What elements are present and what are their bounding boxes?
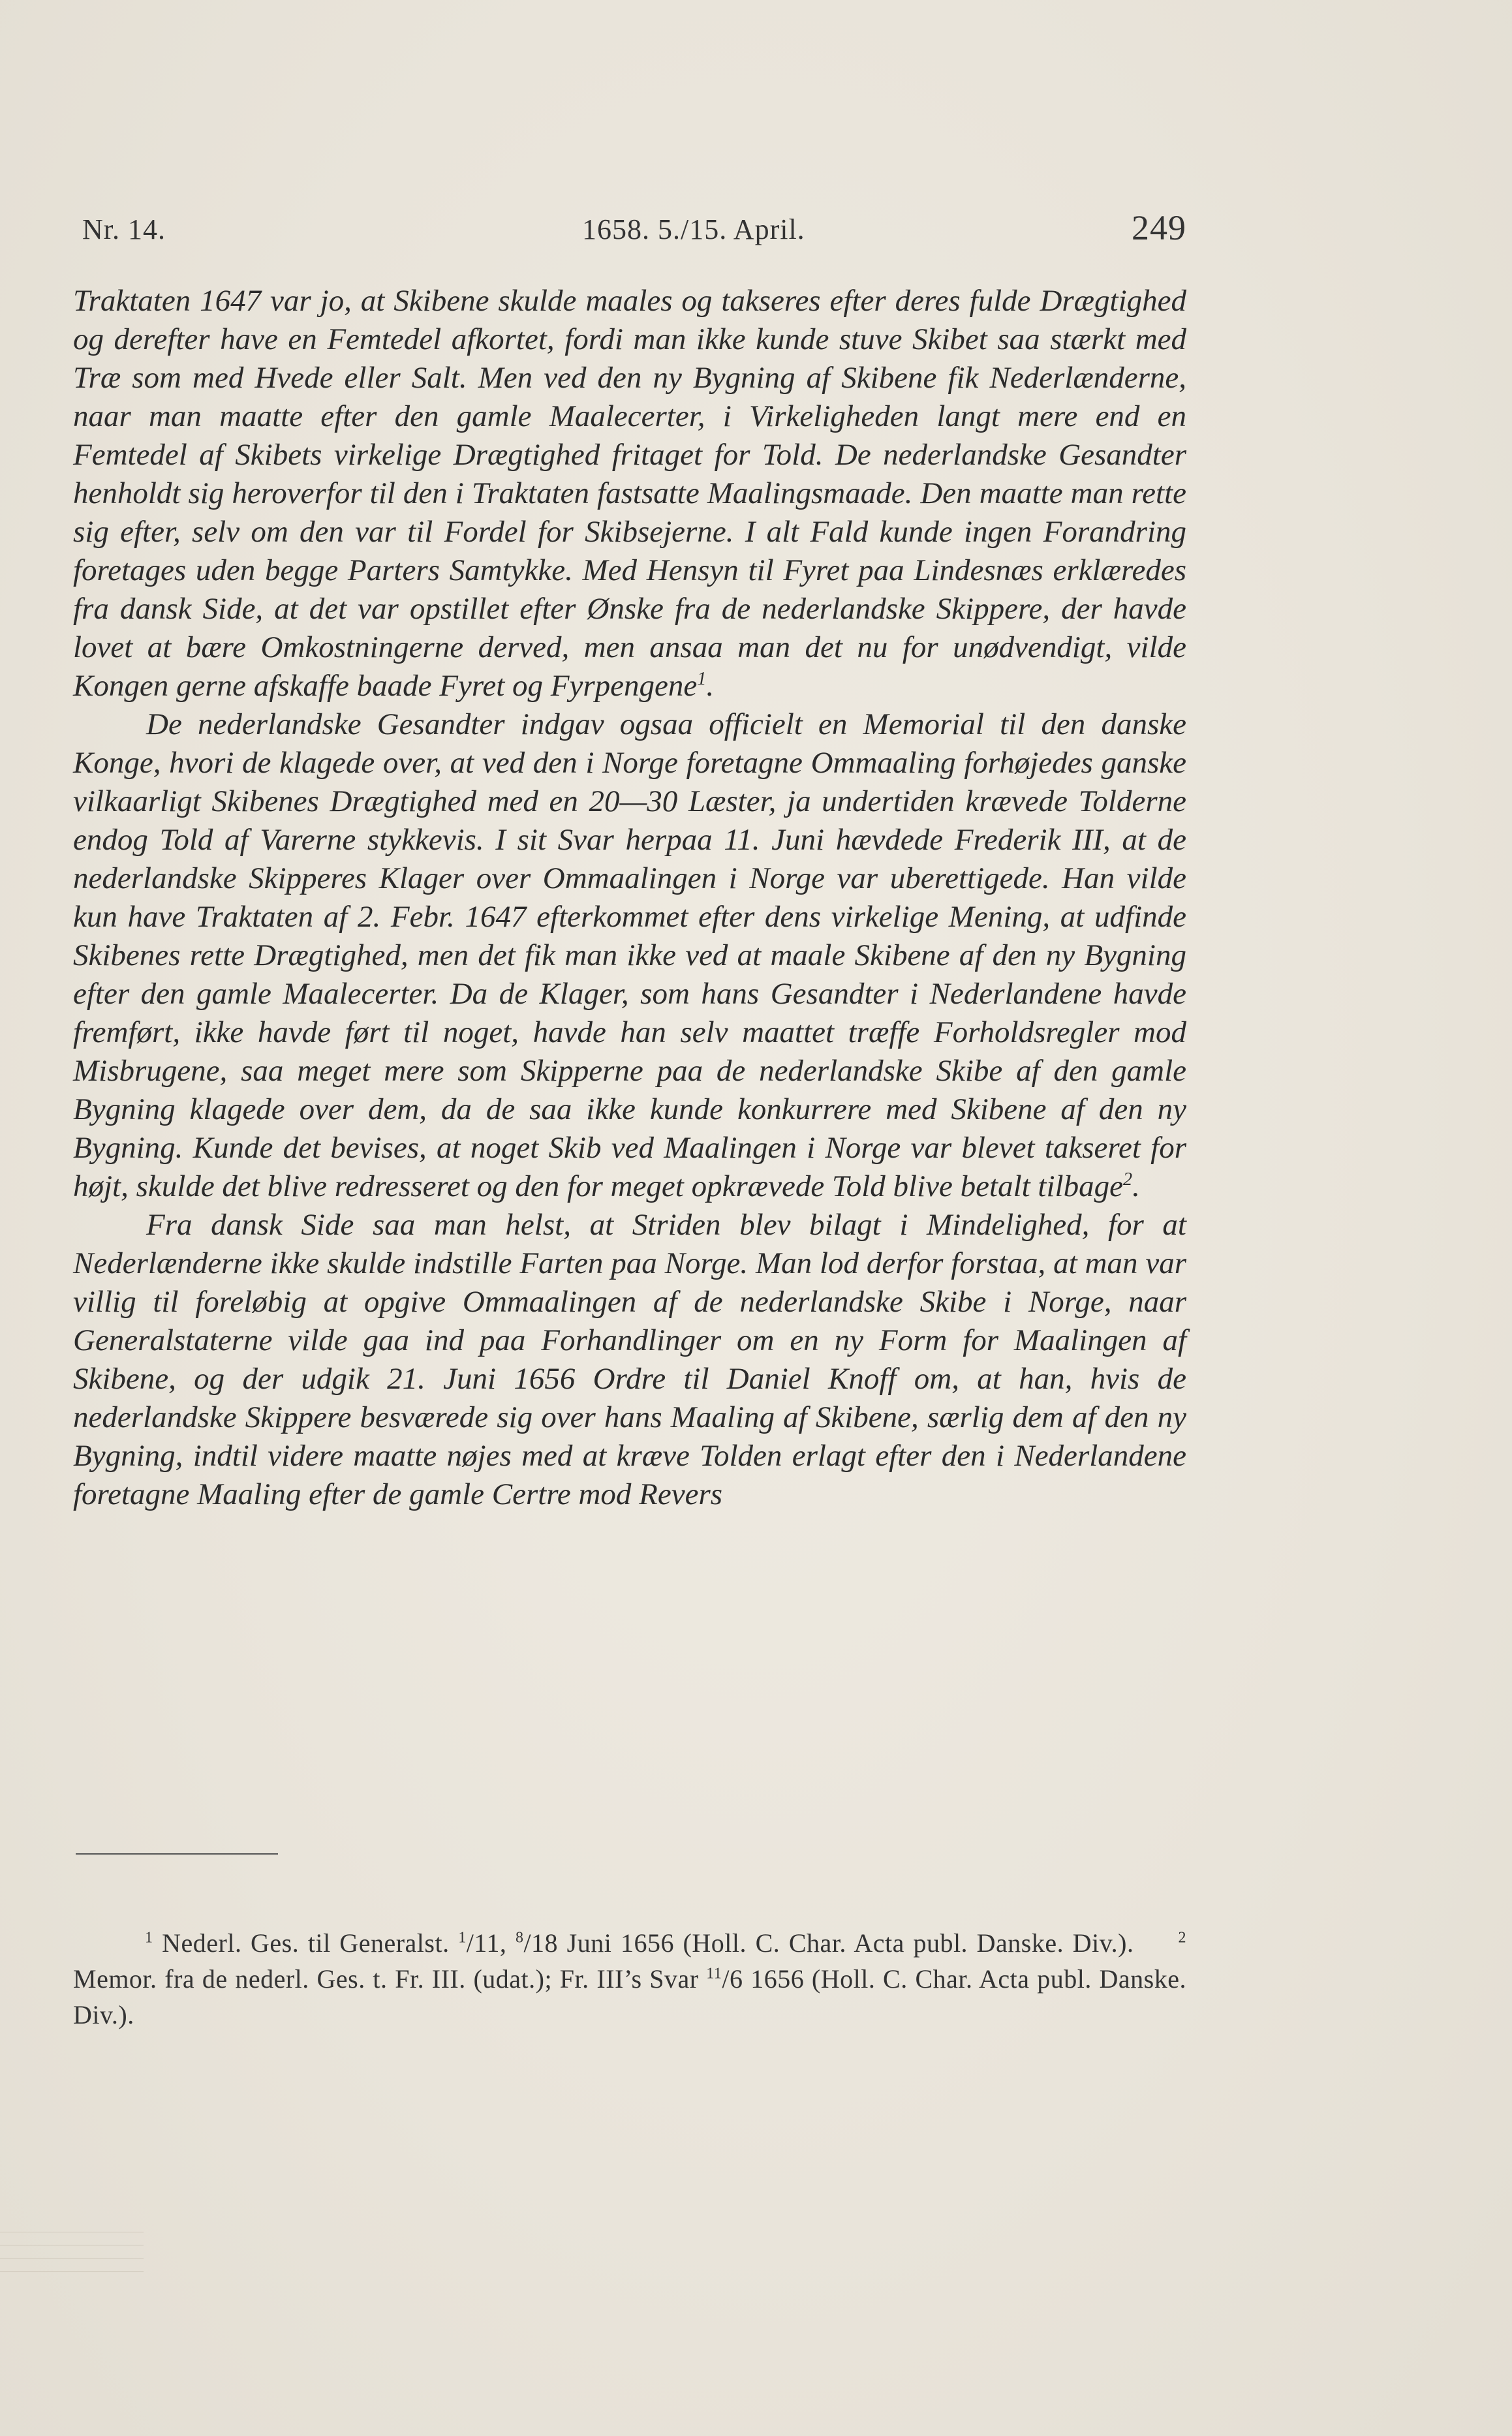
scan-line-mark	[0, 2258, 144, 2259]
footnote-text: /11,	[466, 1928, 516, 1958]
footnotes	[73, 1925, 1186, 2033]
paragraph-text: De nederlandske Gesandter indgav ogsaa officielt en Memorial til den danske Konge, hvori de klagede over, at ved den i Norge foretagne Ommaaling forhøjedes ganske vilkaarligt Skibenes Drægtighed med en 20—30 Læster, ja undertiden krævede Tolderne endog Told af Varerne stykkevis. I sit Svar herpaa 11. Juni hævdede Frederik III, at de nederlandske Skipperes Klager over Ommaalingen i Norge var uberettigede. Han vilde kun have Traktaten af 2. Febr. 1647 efterkommet efter dens virkelige Mening, at udfinde Skibenes rette Drægtighed, men det fik man ikke ved at maale Skibene af den ny Bygning efter den gamle Maalecerter. Da de Klager, som hans Gesandter i Nederlandene havde fremført, ikke havde ført til noget, havde han selv maattet træffe Forholdsregler mod Misbrugene, saa meget mere som Skipperne paa de nederlandske Skibe af den gamle Bygning klagede over dem, da de saa ikke kunde konkurrere med Skibene af den ny Bygning. Kunde det bevises, at noget Skib ved Maalingen i Norge var blevet takseret for højt, skulde det blive redresseret og den for meget opkrævede Told blive betalt tilbage	[73, 707, 1186, 1203]
footnote-text: /18 Juni 1656 (Holl. C. Char. Acta publ. Danske. Div.).	[523, 1928, 1134, 1958]
fraction-numerator: 8	[515, 1929, 524, 1947]
paragraph-end: .	[1132, 1169, 1140, 1203]
footnote-divider	[76, 1853, 278, 1855]
footnote-reference: 2	[1122, 1169, 1133, 1190]
footnote-block	[73, 1925, 1186, 2033]
section-number: Nr. 14.	[82, 213, 166, 245]
scan-line-mark	[0, 2271, 144, 2272]
paragraph	[73, 282, 1186, 705]
footnote-text: Memor. fra de nederl. Ges. t. Fr. III. (udat.); Fr. III’s Svar	[73, 1964, 699, 1994]
footnote-text: Nederl. Ges. til Generalst.	[162, 1928, 450, 1958]
fraction-numerator: 11	[706, 1965, 722, 1982]
footnote-marker: 2	[1178, 1929, 1187, 1947]
paragraph	[73, 1206, 1186, 1514]
page-number: 249	[1132, 208, 1186, 247]
paragraph	[73, 705, 1186, 1206]
paragraph-text: Traktaten 1647 var jo, at Skibene skulde maales og takseres efter deres fulde Drægtighed og derefter have en Femtedel afkortet, fordi man ikke kunde stuve Skibet saa stærkt med Træ som med Hvede eller Salt. Men ved den ny Bygning af Skibene fik Nederlænderne, naar man maatte efter den gamle Maalecerter, i Virkeligheden langt mere end en Femtedel af Skibets virkelige Drægtighed fritaget for Told. De nederlandske Gesandter henholdt sig heroverfor til den i Traktaten fastsatte Maalingsmaade. Den maatte man rette sig efter, selv om den var til Fordel for Skibsejerne. I alt Fald kunde ingen Forandring foretages uden begge Parters Samtykke. Med Hensyn til Fyret paa Lindesnæs erklæredes fra dansk Side, at det var opstillet efter Ønske fra de nederlandske Skippere, der havde lovet at bære Omkostningerne derved, men ansaa man det nu for unødvendigt, vilde Kongen gerne afskaffe baade Fyret og Fyrpengene	[73, 284, 1186, 703]
fraction-numerator: 1	[458, 1929, 467, 1947]
main-text	[73, 282, 1186, 1514]
paragraph-text: Fra dansk Side saa man helst, at Striden blev bilagt i Mindelighed, for at Nederlænderne ikke skulde indstille Farten paa Norge. Man lod derfor forstaa, at man var villig til foreløbig at opgive Ommaalingen af de nederlandske Skibe i Norge, naar Generalstaterne vilde gaa ind paa Forhandlinger om en ny Form for Maalingen af Skibene, og der udgik 21. Juni 1656 Ordre til Daniel Knoff om, at han, hvis de nederlandske Skippere besværede sig over hans Maaling af Skibene, særlig dem af den ny Bygning, indtil videre maatte nøjes med at kræve Tolden erlagt efter den i Nederlandene foretagne Maaling efter de gamle Certre mod Revers	[73, 1208, 1186, 1511]
running-header	[73, 208, 1186, 247]
header-date: 1658. 5./15. April.	[582, 213, 805, 245]
footnote-reference: 1	[697, 669, 707, 690]
footnote-marker: 1	[145, 1929, 153, 1947]
footnote-text: /6 1656 (Holl. C. Char. Acta publ. Danske. Div.).	[73, 1964, 1187, 2029]
paragraph-end: .	[706, 669, 715, 703]
